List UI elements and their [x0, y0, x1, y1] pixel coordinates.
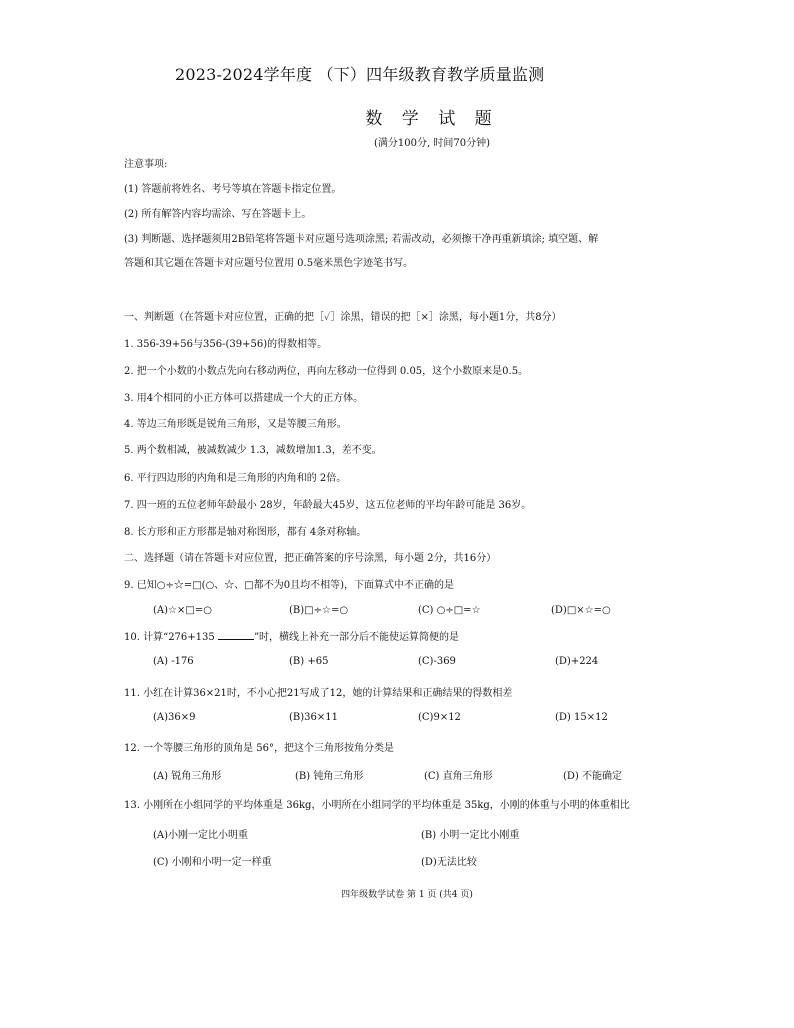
q12-option-a: (A) 锐角三角形	[153, 771, 222, 782]
q13-option-b: (B) 小明一定比小刚重	[421, 830, 520, 841]
exam-year-title: 2023-2024学年度 （下）四年级教育教学质量监测	[175, 65, 545, 84]
note-item-3: (3) 判断题、选择题须用2B铅笔将答题卡对应题号选项涂黑; 若需改动，必须擦干净再重新填涂; 填空题、解	[124, 234, 599, 245]
question-1: 1. 356-39+56与356-(39+56)的得数相等。	[124, 339, 328, 350]
q10-stem-before: 10. 计算“276+135	[124, 632, 218, 643]
question-12: 12. 一个等腰三角形的顶角是 56°，把这个三角形按角分类是	[124, 743, 394, 754]
q10-stem-after: ”时，横线上补充一部分后不能使运算简便的是	[253, 632, 460, 643]
q9-option-a: (A)☆×□=○	[153, 605, 212, 616]
note-item-1: (1) 答题前将姓名、考号等填在答题卡指定位置。	[124, 184, 342, 195]
q11-option-a: (A)36×9	[153, 712, 196, 723]
question-8: 8. 长方形和正方形都是轴对称图形，都有 4条对称轴。	[124, 527, 367, 538]
question-9: 9. 已知○÷☆=□(○、☆、□都不为0且均不相等)，下面算式中不正确的是	[124, 580, 454, 591]
q12-option-d: (D) 不能确定	[563, 771, 622, 782]
question-11: 11. 小红在计算36×21时，不小心把21写成了12，她的计算结果和正确结果的得数相差	[124, 688, 513, 699]
question-7: 7. 四一班的五位老师年龄最小 28岁，年龄最大45岁，这五位老师的平均年龄可能是 36岁。	[124, 500, 532, 511]
q10-blank-line	[218, 630, 254, 640]
q9-option-b: (B)□÷☆=○	[289, 605, 349, 616]
question-3: 3. 用4个相同的小正方体可以搭建成一个大的正方体。	[124, 393, 364, 404]
question-4: 4. 等边三角形既是锐角三角形，又是等腰三角形。	[124, 419, 347, 430]
q11-option-d: (D) 15×12	[555, 712, 608, 723]
q10-option-d: (D)+224	[555, 656, 599, 667]
q13-option-d: (D)无法比较	[421, 857, 477, 868]
q12-option-c: (C) 直角三角形	[424, 771, 493, 782]
q12-option-b: (B) 钝角三角形	[295, 771, 364, 782]
notes-title: 注意事项:	[124, 159, 168, 170]
note-item-4: 答题和其它题在答题卡对应题号位置用 0.5毫米黑色字迹笔书写。	[124, 258, 414, 269]
question-2: 2. 把一个小数的小数点先向右移动两位，再向左移动一位得到 0.05，这个小数原来是0.5。	[124, 366, 529, 377]
q9-option-c: (C) ○÷□=☆	[418, 605, 481, 616]
q11-option-c: (C)9×12	[418, 712, 461, 723]
question-10	[124, 628, 459, 643]
q13-option-c: (C) 小刚和小明一定一样重	[153, 857, 272, 868]
question-5: 5. 两个数相减，被减数减少 1.3，减数增加1.3，差不变。	[124, 445, 382, 456]
q10-option-b: (B) +65	[289, 656, 329, 667]
section-judgement-title: 一、判断题（在答题卡对应位置，正确的把［✓］涂黑，错误的把［×］涂黑，每小题1分，共8分）	[124, 312, 562, 323]
q10-option-c: (C)-369	[418, 656, 456, 667]
question-13: 13. 小刚所在小组同学的平均体重是 36kg，小明所在小组同学的平均体重是 35kg，小刚的体重与小明的体重相比	[124, 800, 630, 811]
section-choice-title: 二、选择题（请在答题卡对应位置，把正确答案的序号涂黑，每小题 2分，共16分）	[124, 553, 497, 564]
score-info: (满分100分, 时间70分钟)	[374, 138, 490, 149]
q9-option-d: (D)□×☆=○	[551, 605, 611, 616]
q11-option-b: (B)36×11	[289, 712, 338, 723]
question-6: 6. 平行四边形的内角和是三角形的内角和的 2倍。	[124, 473, 347, 484]
q13-option-a: (A)小刚一定比小明重	[153, 830, 249, 841]
page-footer: 四年级数学试卷 第 1 页 (共4 页)	[341, 890, 473, 900]
note-item-2: (2) 所有解答内容均需涂、写在答题卡上。	[124, 209, 312, 220]
q10-option-a: (A) -176	[153, 656, 194, 667]
subject-title: 数 学 试 题	[365, 109, 499, 129]
